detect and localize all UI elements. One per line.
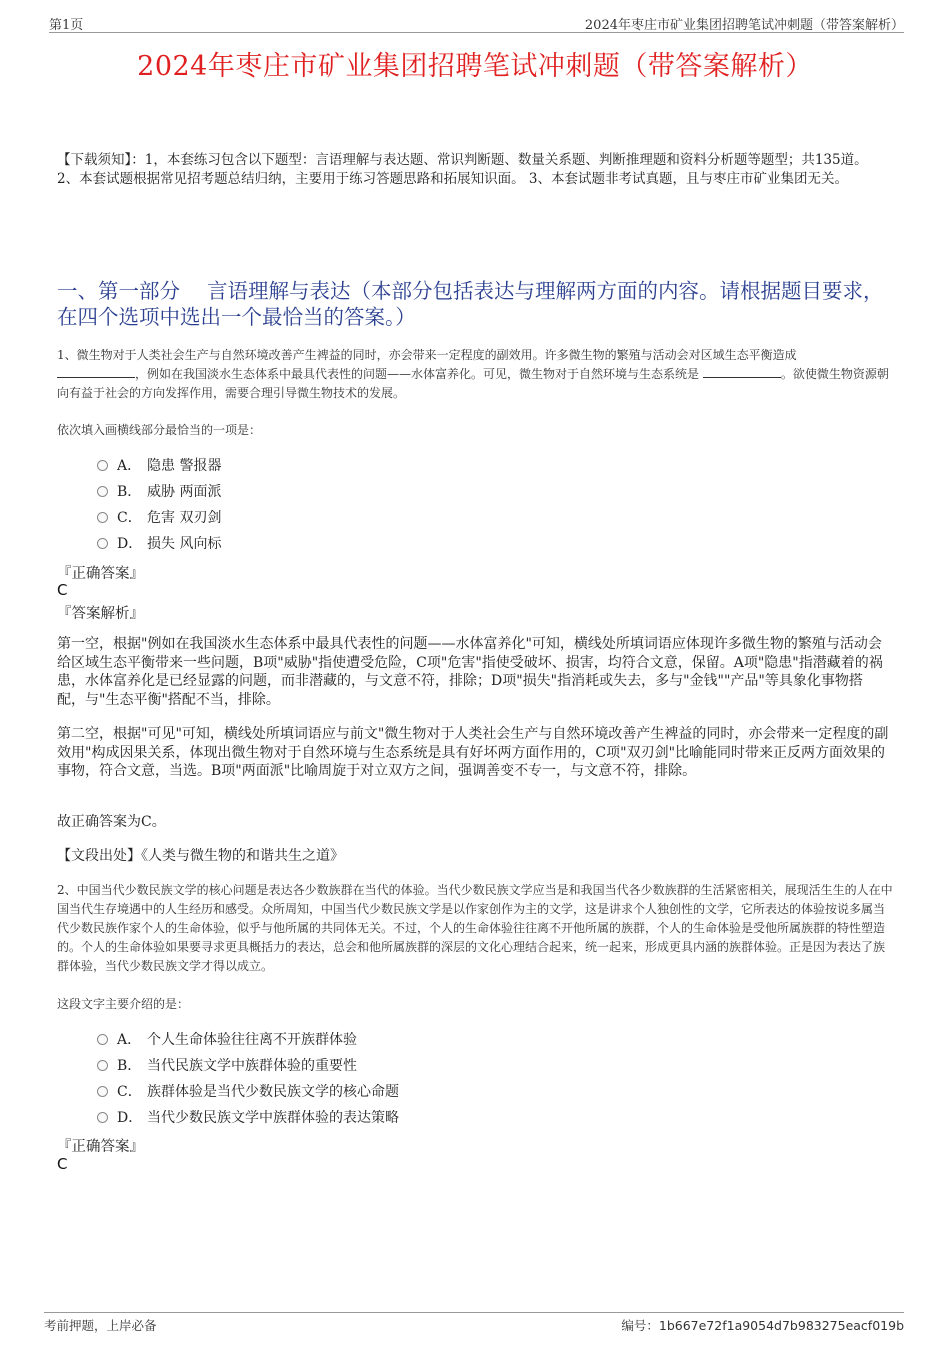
question-2-text: 2、中国当代少数民族文学的核心问题是表达各少数族群在当代的体验。当代少数民族文学应当是和我国当代各少数族群的生活紧密相关，展现活生生的人在中国当代生存境遇中的人生经历和感受。众所周知，中国当代少数民族文学是以作家创作为主的文学，这是讲求个人独创性的文学，它所表达的体验按说多属当代少数民族作家个人的生命体验，似乎与他所属的共同体无关。不过，个人的生命体验往往离不开他所属的族群，个人的生命体验是受他所属族群的特性塑造的。个人的生命体验如果要寻求更具概括力的表达，总会和他所属族群的深层的文化心理结合起来，统一起来，形成更具内涵的族群体验。正是因为表达了族群体验，当代少数民族文学才得以成立。	[57, 883, 893, 973]
text-source: 【文段出处】《人类与微生物的和谐共生之道》	[57, 848, 344, 864]
analysis-paragraph-1: 第一空，根据"例如在我国淡水生态体系中最具代表性的问题——水体富养化"可知，横线处所填词语应体现许多微生物的繁殖与活动会给区域生态平衡带来一些问题，B项"威胁"指使遭受危险，C项"危害"指使受破坏、损害，均符合文意，保留。A项"隐患"指潜藏着的祸患，水体富养化是已经显露的问题，而非潜藏的，与文意不符，排除；D项"损失"指消耗或失去，多与"金钱""产品"等具象化事物搭配，与"生态平衡"搭配不当，排除。	[57, 636, 883, 708]
answer-label: 『正确答案』	[57, 566, 144, 582]
analysis-paragraph-2: 第二空，根据"可见"可知，横线处所填词语应与前文"微生物对于人类社会生产与自然环境改善产生裨益的同时，亦会带来一定程度的副效用"构成因果关系，体现出微生物对于自然环境与生态系统是具有好坏两方面作用的，C项"双刃剑"比喻能同时带来正反两方面效果的事物，符合文意，当选。B项"两面派"比喻周旋于对立双方之间，强调善变不专一，与文意不符，排除。	[57, 726, 889, 779]
document-title: 2024年枣庄市矿业集团招聘笔试冲刺题（带答案解析）	[137, 51, 813, 82]
option-b[interactable]: B． 威胁 两面派	[97, 478, 221, 504]
section-title: 一、第一部分 言语理解与表达（本部分包括表达与理解两方面的内容。请根据题目要求，在四个选项中选出一个最恰当的答案。）	[57, 279, 884, 329]
option-a[interactable]: A． 个人生命体验往往离不开族群体验	[97, 1026, 399, 1052]
radio-button[interactable]	[97, 1060, 108, 1071]
option-d[interactable]: D． 损失 风向标	[97, 530, 221, 556]
radio-button[interactable]	[97, 512, 108, 523]
answer-value: C	[57, 1155, 68, 1173]
answer-label: 『正确答案』	[57, 1139, 144, 1155]
radio-button[interactable]	[97, 1112, 108, 1123]
blank-1	[57, 365, 135, 378]
radio-button[interactable]	[97, 538, 108, 549]
radio-button[interactable]	[97, 486, 108, 497]
option-b[interactable]: B． 当代民族文学中族群体验的重要性	[97, 1052, 399, 1078]
question-1-options	[97, 452, 221, 556]
page-header	[49, 14, 904, 33]
radio-button[interactable]	[97, 1086, 108, 1097]
analysis-label: 『答案解析』	[57, 606, 144, 622]
option-a[interactable]: A． 隐患 警报器	[97, 452, 221, 478]
footer-slogan: 考前押题，上岸必备	[44, 1318, 157, 1333]
download-notice: 【下载须知】：1，本套练习包含以下题型：言语理解与表达题、常识判断题、数量关系题、判断推理题和资料分析题等题型；共135道。 2、本套试题根据常见招考题总结归纳，主要用于练习答题思路和拓展知识面。 3、本套试题非考试真题，且与枣庄市矿业集团无关。	[57, 152, 868, 187]
option-c[interactable]: C． 危害 双刃剑	[97, 504, 221, 530]
header-doc-title: 2024年枣庄市矿业集团招聘笔试冲刺题（带答案解析）	[584, 18, 904, 33]
page-footer	[44, 1312, 904, 1333]
radio-button[interactable]	[97, 460, 108, 471]
document-code: 编号：1b667e72f1a9054d7b983275eacf019b	[621, 1318, 904, 1333]
radio-button[interactable]	[97, 1034, 108, 1045]
blank-2	[703, 365, 781, 378]
answer-value: C	[57, 581, 68, 599]
analysis-conclusion: 故正确答案为C。	[57, 814, 166, 830]
question-2-prompt: 这段文字主要介绍的是：	[57, 997, 190, 1011]
question-1-prompt: 依次填入画横线部分最恰当的一项是：	[57, 423, 262, 437]
option-c[interactable]: C． 族群体验是当代少数民族文学的核心命题	[97, 1078, 399, 1104]
question-1-text: 1、微生物对于人类社会生产与自然环境改善产生裨益的同时，亦会带来一定程度的副效用。许多微生物的繁殖与活动会对区域生态平衡造成 ，例如在我国淡水生态体系中最具代表性的问题——水体富养化。可见，微生物对于自然环境与生态系统是 。欲使微生物资源朝向有益于社会的方向发挥作用，需要合理引导微生物技术的发展。	[57, 348, 889, 400]
page-number: 第1页	[49, 18, 84, 33]
question-2-options	[97, 1026, 399, 1130]
option-d[interactable]: D． 当代少数民族文学中族群体验的表达策略	[97, 1104, 399, 1130]
